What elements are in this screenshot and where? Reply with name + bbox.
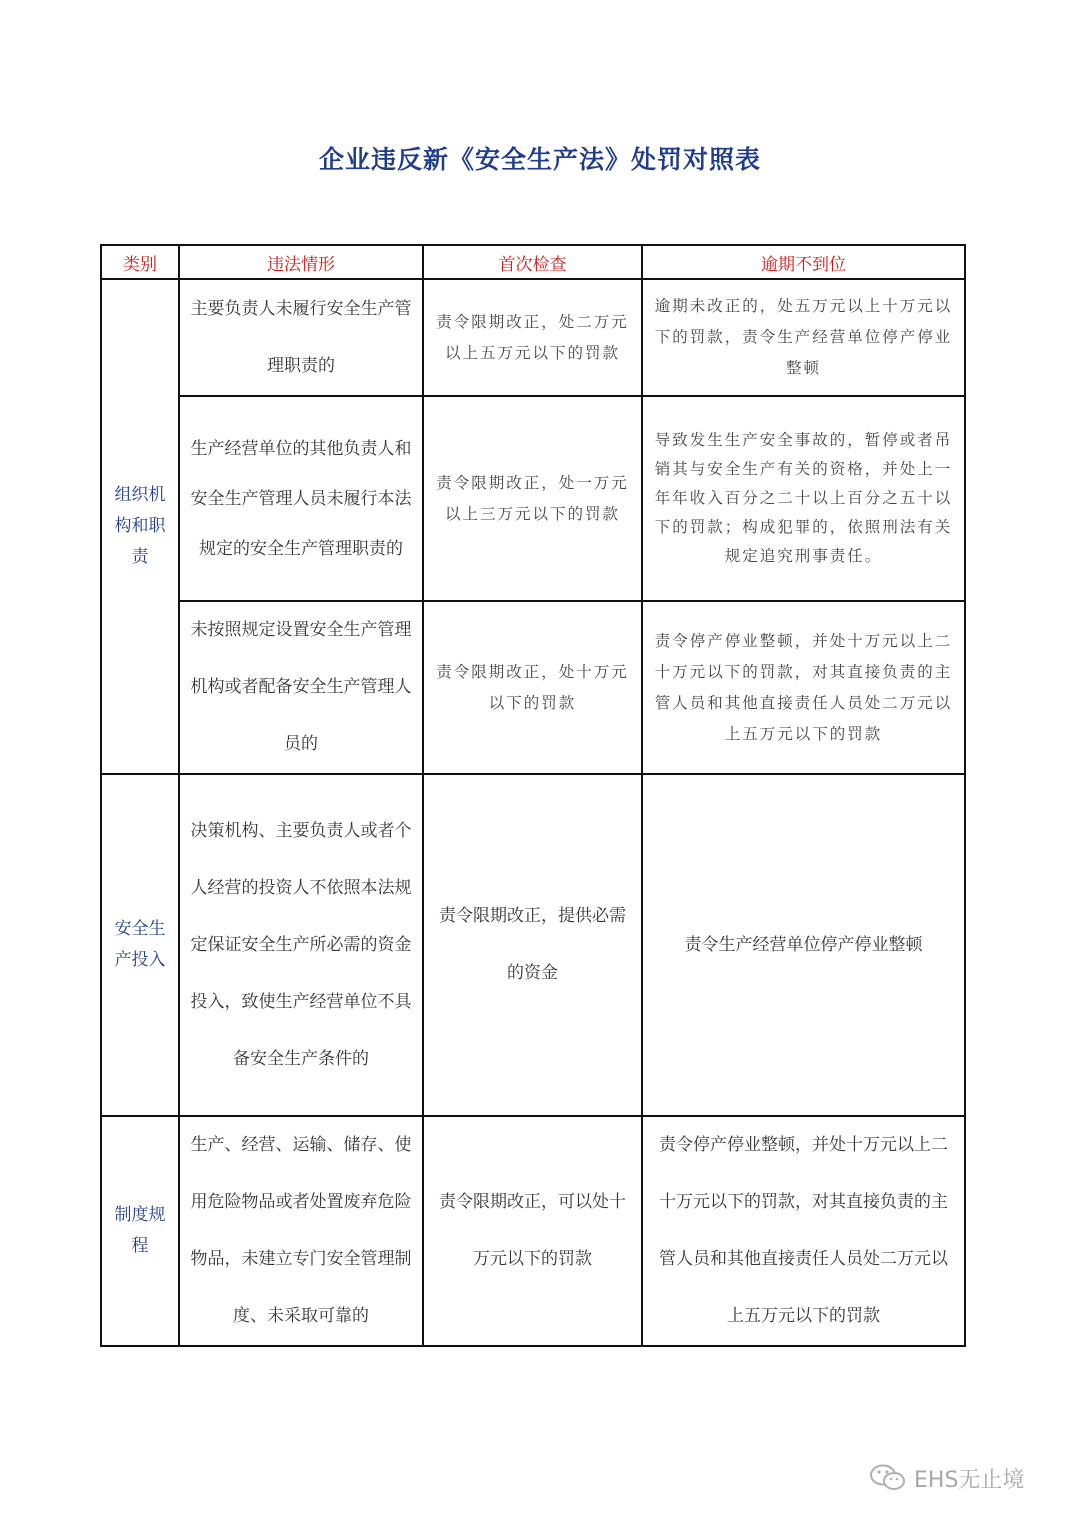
violation-cell: 生产、经营、运输、储存、使用危险物品或者处置废弃危险物品，未建立专门安全管理制度、未采取可靠的 (179, 1116, 423, 1346)
table-row (101, 601, 965, 774)
header-violation: 违法情形 (179, 245, 423, 279)
overdue-cell: 责令停产停业整顿，并处十万元以上二十万元以下的罚款，对其直接负责的主管人员和其他直接责任人员处二万元以上五万元以下的罚款 (642, 601, 965, 774)
watermark (868, 1460, 1058, 1496)
document-title: 企业违反新《安全生产法》处罚对照表 (318, 145, 761, 174)
table-row (101, 279, 965, 396)
header-category: 类别 (101, 245, 179, 279)
violation-cell: 决策机构、主要负责人或者个人经营的投资人不依照本法规定保证安全生产所必需的资金投入，致使生产经营单位不具备安全生产条件的 (179, 774, 423, 1116)
violation-cell: 主要负责人未履行安全生产管理职责的 (179, 279, 423, 396)
overdue-cell: 责令停产停业整顿，并处十万元以上二十万元以下的罚款，对其直接负责的主管人员和其他直接责任人员处二万元以上五万元以下的罚款 (642, 1116, 965, 1346)
watermark-text: EHS无止境 (914, 1467, 1025, 1493)
violation-cell: 未按照规定设置安全生产管理机构或者配备安全生产管理人员的 (179, 601, 423, 774)
header-overdue: 逾期不到位 (642, 245, 965, 279)
category-cell: 安全生产投入 (101, 774, 179, 1116)
first-check-cell: 责令限期改正，处十万元以下的罚款 (423, 601, 642, 774)
first-check-cell: 责令限期改正，可以处十万元以下的罚款 (423, 1116, 642, 1346)
first-check-cell: 责令限期改正，处一万元以上三万元以下的罚款 (423, 396, 642, 601)
table-row (101, 774, 965, 1116)
category-cell: 组织机构和职责 (101, 279, 179, 774)
table-header-row (101, 245, 965, 279)
overdue-cell: 导致发生生产安全事故的，暂停或者吊销其与安全生产有关的资格，并处上一年年收入百分之二十以上百分之五十以下的罚款；构成犯罪的，依照刑法有关规定追究刑事责任。 (642, 396, 965, 601)
category-cell: 制度规程 (101, 1116, 179, 1346)
overdue-cell: 逾期未改正的，处五万元以上十万元以下的罚款，责令生产经营单位停产停业整顿 (642, 279, 965, 396)
penalty-table (100, 244, 966, 1347)
first-check-cell: 责令限期改正，提供必需的资金 (423, 774, 642, 1116)
wechat-icon (868, 1463, 908, 1493)
violation-cell: 生产经营单位的其他负责人和安全生产管理人员未履行本法规定的安全生产管理职责的 (179, 396, 423, 601)
header-first-check: 首次检查 (423, 245, 642, 279)
first-check-cell: 责令限期改正，处二万元以上五万元以下的罚款 (423, 279, 642, 396)
overdue-cell: 责令生产经营单位停产停业整顿 (642, 774, 965, 1116)
table-row (101, 1116, 965, 1346)
table-row (101, 396, 965, 601)
